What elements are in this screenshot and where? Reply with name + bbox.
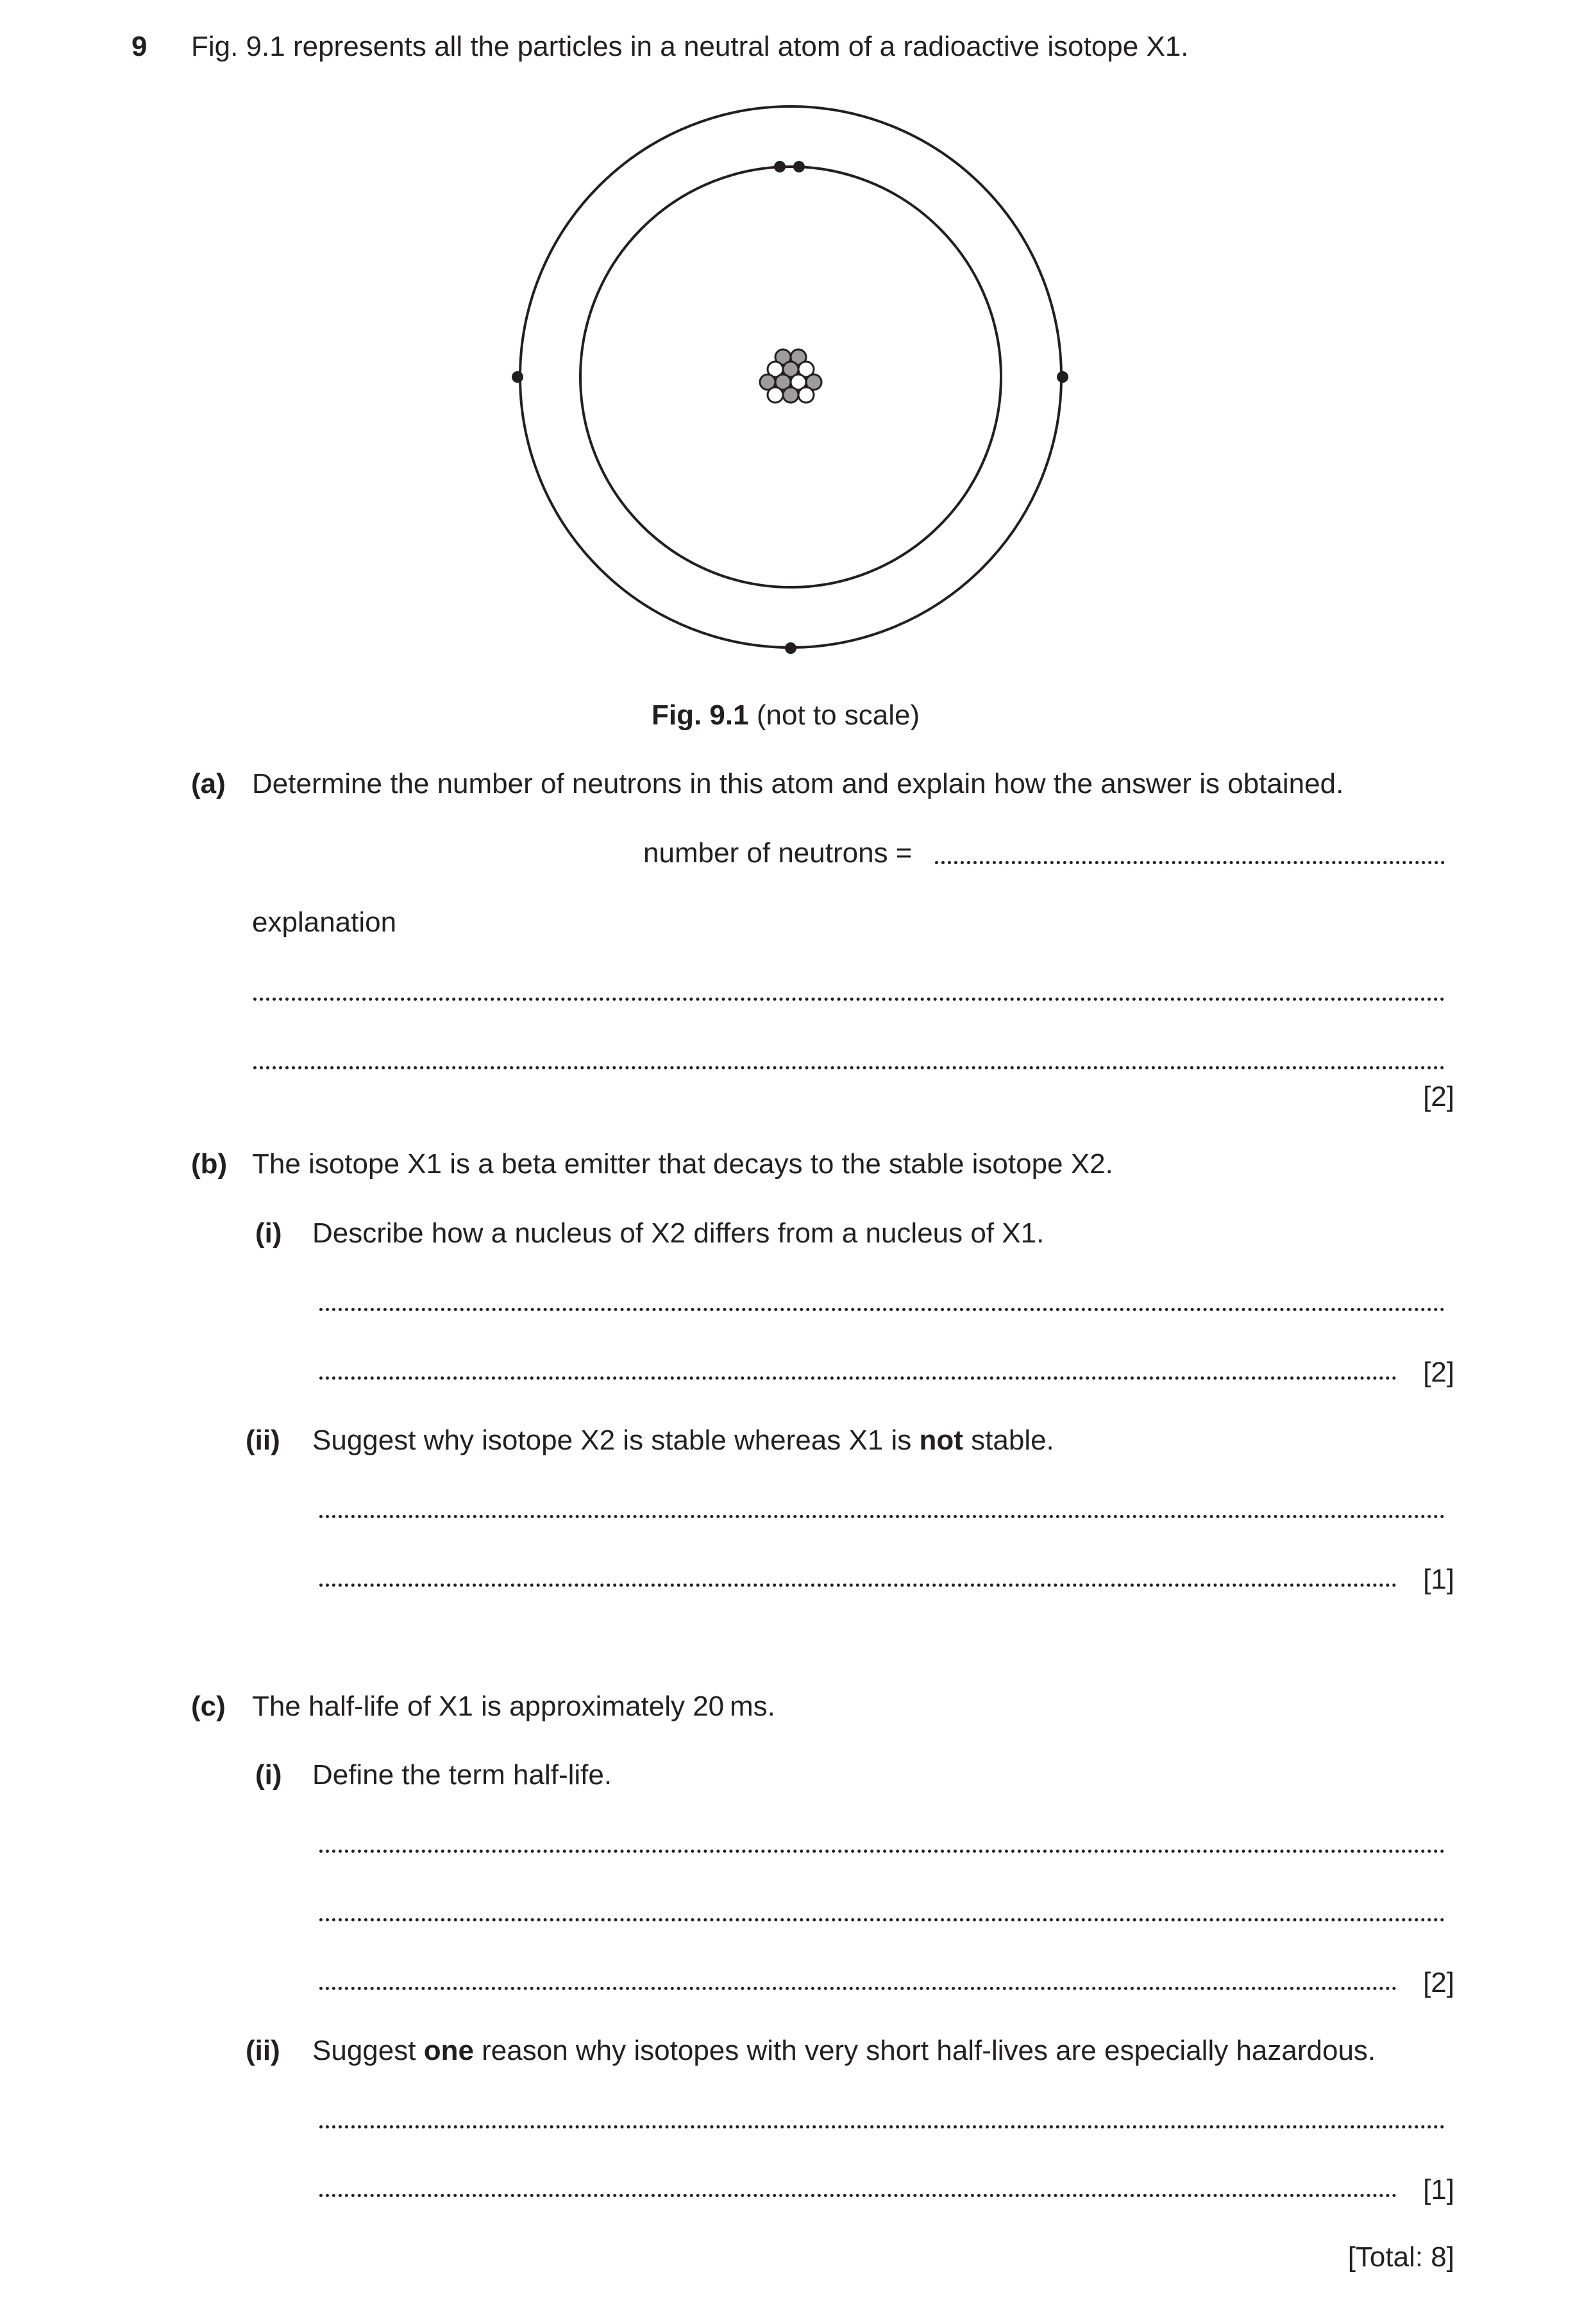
part-c-i-answer-line-3[interactable]	[319, 1987, 1397, 1990]
atom-diagram	[0, 0, 1591, 680]
figure-caption-number: Fig. 9.1	[652, 699, 749, 731]
electron	[512, 371, 523, 383]
part-b-text: The isotope X1 is a beta emitter that decays to the stable isotope X2.	[252, 1148, 1113, 1180]
electron	[1057, 371, 1068, 383]
part-b-ii-marks: [1]	[1423, 1564, 1454, 1595]
neutrons-answer-label: number of neutrons =	[643, 837, 913, 869]
proton	[783, 387, 798, 403]
electron	[774, 161, 786, 172]
part-c-text: The half-life of X1 is approximately 20 ms.	[252, 1691, 775, 1722]
part-b-ii-label: (ii)	[246, 1425, 280, 1456]
part-b-i-answer-line-2[interactable]	[319, 1376, 1397, 1380]
explanation-label: explanation	[252, 907, 397, 938]
part-c-i-answer-line-2[interactable]	[319, 1918, 1445, 1921]
part-b-i-answer-line-1[interactable]	[319, 1308, 1445, 1311]
part-c-ii-label: (ii)	[246, 2035, 280, 2066]
part-a-text: Determine the number of neutrons in this atom and explain how the answer is obtained.	[252, 768, 1344, 799]
electron	[793, 161, 805, 172]
part-b-i-text: Describe how a nucleus of X2 differs from a nucleus of X1.	[312, 1217, 1045, 1249]
part-b-ii-answer-line-1[interactable]	[319, 1515, 1445, 1518]
part-b-ii-answer-line-2[interactable]	[319, 1584, 1397, 1587]
part-b-i-label: (i)	[255, 1217, 282, 1249]
part-c-i-marks: [2]	[1423, 1967, 1454, 1998]
part-b-ii-text-end: stable.	[963, 1425, 1054, 1456]
part-a-answer-line-1[interactable]	[253, 998, 1445, 1001]
part-b-label: (b)	[191, 1148, 228, 1180]
electron	[785, 642, 796, 654]
total-marks: [Total: 8]	[1347, 2241, 1454, 2273]
part-c-i-label: (i)	[255, 1759, 282, 1791]
part-c-i-answer-line-1[interactable]	[319, 1850, 1445, 1853]
part-a-label: (a)	[191, 768, 226, 799]
figure-caption	[652, 699, 920, 733]
part-c-ii-answer-line-2[interactable]	[319, 2194, 1397, 2197]
part-a-answer-line-2[interactable]	[253, 1066, 1445, 1069]
figure-caption-note: (not to scale)	[748, 699, 920, 731]
part-c-ii-text	[312, 2034, 1376, 2068]
question-stem: Fig. 9.1 represents all the particles in a neutral atom of a radioactive isotope X1.	[191, 31, 1189, 62]
part-c-label: (c)	[191, 1691, 226, 1722]
question-number: 9	[131, 31, 147, 62]
part-b-ii-emphasis: not	[919, 1425, 963, 1456]
part-b-i-marks: [2]	[1423, 1357, 1454, 1388]
neutron	[768, 387, 783, 403]
part-c-ii-text-end: reason why isotopes with very short half-lives are especially hazardous.	[473, 2035, 1376, 2066]
part-b-ii-text-start: Suggest why isotope X2 is stable whereas X1 is	[312, 1425, 920, 1456]
neutron	[798, 387, 814, 403]
nucleus	[760, 349, 821, 403]
part-c-i-text: Define the term half-life.	[312, 1759, 612, 1791]
part-b-ii-text	[312, 1424, 1054, 1458]
part-a-marks: [2]	[1423, 1081, 1454, 1112]
part-c-ii-emphasis: one	[423, 2035, 474, 2066]
part-c-ii-marks: [1]	[1423, 2174, 1454, 2205]
part-c-ii-answer-line-1[interactable]	[319, 2125, 1445, 2128]
neutrons-answer-line[interactable]	[935, 861, 1445, 864]
part-c-ii-text-start: Suggest	[312, 2035, 424, 2066]
